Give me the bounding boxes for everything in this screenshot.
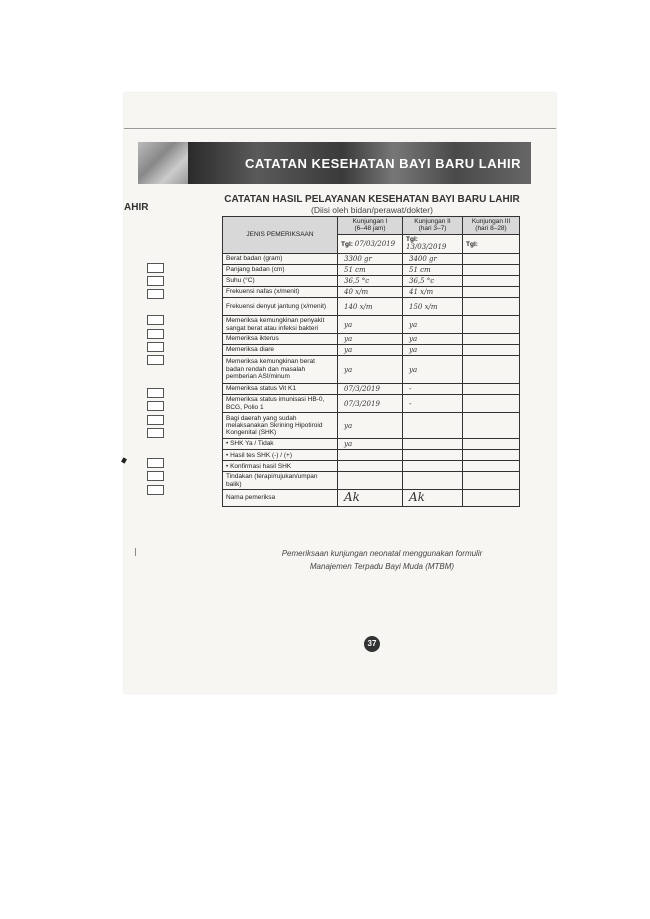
visit-1-value-cell: Ak — [338, 490, 403, 507]
visit-2-value-cell: Ak — [403, 490, 463, 507]
visit-3-value-cell — [463, 345, 520, 356]
visit-2-value-cell: 51 cm — [403, 264, 463, 275]
visit-2-value-cell: 41 x/m — [403, 287, 463, 298]
date-label: Tgl: — [466, 240, 478, 248]
visit-1-header — [338, 217, 403, 235]
table-row — [223, 287, 520, 298]
exam-label-cell: Frekuensi nafas (x/menit) — [223, 287, 338, 298]
visit-1-date — [338, 234, 403, 253]
visit-range: (hari 8–28) — [475, 225, 507, 233]
side-checkbox — [147, 388, 164, 398]
visit-3-value-cell — [463, 287, 520, 298]
page-number: 37 — [364, 636, 380, 652]
visit-2-value-cell: ya — [403, 316, 463, 334]
date-value: 13/03/2019 — [406, 243, 447, 252]
side-checkbox — [147, 315, 164, 325]
visit-3-value-cell — [463, 413, 520, 439]
side-checkbox — [147, 289, 164, 299]
exam-label-cell: Frekuensi denyut jantung (x/menit) — [223, 298, 338, 316]
table-row — [223, 316, 520, 334]
visit-3-value-cell — [463, 275, 520, 286]
footnote — [222, 548, 542, 574]
exam-label-cell: Suhu (°C) — [223, 275, 338, 286]
visit-3-value-cell — [463, 316, 520, 334]
table-row — [223, 490, 520, 507]
exam-label-cell: Memeriksa kemungkinan berat badan rendah dan masalah pemberian ASI/minum — [223, 356, 338, 384]
banner — [188, 142, 531, 184]
visit-2-value-cell: ya — [403, 345, 463, 356]
table-row — [223, 384, 520, 395]
form-heading: CATATAN HASIL PELAYANAN KESEHATAN BAYI BARU LAHIR — [224, 194, 520, 205]
visit-1-value-cell: 3300 gr — [338, 253, 403, 264]
side-checkbox — [147, 415, 164, 425]
date-label: Tgl: — [406, 235, 418, 243]
visit-label: Kunjungan III — [471, 218, 511, 225]
page-top-rule — [124, 128, 556, 129]
visit-2-value-cell — [403, 450, 463, 461]
side-checkbox — [147, 342, 164, 352]
visit-1-value-cell: ya — [338, 439, 403, 450]
exam-label-cell: Berat badan (gram) — [223, 253, 338, 264]
visit-1-value-cell — [338, 461, 403, 472]
visit-3-value-cell — [463, 439, 520, 450]
visit-1-value-cell: ya — [338, 334, 403, 345]
visit-1-value-cell — [338, 450, 403, 461]
visit-label: Kunjungan II — [414, 218, 451, 225]
visit-2-value-cell — [403, 439, 463, 450]
table-row — [223, 298, 520, 316]
table-row — [223, 395, 520, 413]
visit-3-value-cell — [463, 450, 520, 461]
side-checkbox — [147, 355, 164, 365]
side-checkbox — [147, 263, 164, 273]
visit-2-header — [403, 217, 463, 235]
visit-1-value-cell: 40 x/m — [338, 287, 403, 298]
visit-1-value-cell: ya — [338, 345, 403, 356]
side-checkbox — [147, 276, 164, 286]
visit-1-value-cell: ya — [338, 356, 403, 384]
visit-3-value-cell — [463, 461, 520, 472]
side-checkbox — [147, 428, 164, 438]
pen-mark — [135, 548, 136, 556]
table-row — [223, 356, 520, 384]
exam-label-cell: Nama pemeriksa — [223, 490, 338, 507]
table-row — [223, 450, 520, 461]
side-checkbox — [147, 401, 164, 411]
visit-1-value-cell: 51 cm — [338, 264, 403, 275]
visit-1-value-cell: 07/3/2019 — [338, 395, 403, 413]
table-row — [223, 275, 520, 286]
visit-2-value-cell — [403, 413, 463, 439]
banner-photo — [138, 142, 188, 184]
exam-label-cell: Tindakan (terapi/rujukan/umpan balik) — [223, 472, 338, 490]
visit-3-value-cell — [463, 395, 520, 413]
side-checkbox — [147, 458, 164, 468]
table-row — [223, 334, 520, 345]
banner-title: CATATAN KESEHATAN BAYI BARU LAHIR — [244, 156, 521, 171]
exam-label-cell: • Hasil tes SHK (-) / (+) — [223, 450, 338, 461]
visit-3-value-cell — [463, 298, 520, 316]
exam-label-cell: Memeriksa status imunisasi HB-0, BCG, Polio 1 — [223, 395, 338, 413]
visit-1-value-cell: ya — [338, 316, 403, 334]
exam-label-cell: Memeriksa diare — [223, 345, 338, 356]
exam-type-header: JENIS PEMERIKSAAN — [223, 217, 338, 254]
footnote-line: Pemeriksaan kunjungan neonatal menggunakan formulir — [281, 549, 483, 558]
exam-label-cell: Bagi daerah yang sudah melaksanakan Skrining Hipotiroid Kongenital (SHK) — [223, 413, 338, 439]
table-row — [223, 461, 520, 472]
visit-3-value-cell — [463, 490, 520, 507]
visit-1-value-cell: ya — [338, 413, 403, 439]
visit-3-value-cell — [463, 384, 520, 395]
exam-label-cell: Memeriksa kemungkinan penyakit sangat berat atau infeksi bakteri — [223, 316, 338, 334]
side-label: AHIR — [124, 202, 149, 213]
side-checkbox — [147, 471, 164, 481]
visit-1-value-cell: 140 x/m — [338, 298, 403, 316]
examination-table — [222, 216, 520, 507]
visit-1-value-cell: 36,5 °c — [338, 275, 403, 286]
visit-3-value-cell — [463, 253, 520, 264]
visit-2-date — [403, 234, 463, 253]
visit-2-value-cell: - — [403, 384, 463, 395]
table-header-row — [223, 217, 520, 235]
visit-2-value-cell — [403, 461, 463, 472]
date-value: 07/03/2019 — [354, 239, 396, 248]
visit-3-value-cell — [463, 264, 520, 275]
visit-1-value-cell: 07/3/2019 — [338, 384, 403, 395]
visit-3-value-cell — [463, 334, 520, 345]
visit-2-value-cell: ya — [403, 356, 463, 384]
visit-2-value-cell: - — [403, 395, 463, 413]
table-row — [223, 472, 520, 490]
footnote-line: Manajemen Terpadu Bayi Muda (MTBM) — [309, 561, 455, 571]
table-row — [223, 439, 520, 450]
date-label: Tgl: — [341, 240, 353, 248]
exam-label-cell: • Konfirmasi hasil SHK — [223, 461, 338, 472]
side-checkbox — [147, 485, 164, 495]
form-subheading: (Diisi oleh bidan/perawat/dokter) — [311, 205, 433, 215]
side-checkbox — [147, 329, 164, 339]
table-row — [223, 264, 520, 275]
table-row — [223, 253, 520, 264]
visit-1-value-cell — [338, 472, 403, 490]
visit-range: (hari 3–7) — [418, 225, 447, 233]
visit-label: Kunjungan I — [352, 218, 388, 225]
exam-label-cell: Memeriksa status Vit K1 — [223, 384, 338, 395]
table-row — [223, 413, 520, 439]
visit-2-value-cell: 3400 gr — [403, 253, 463, 264]
visit-2-value-cell: 36,5 °c — [403, 275, 463, 286]
exam-label-cell: Memeriksa ikterus — [223, 334, 338, 345]
visit-2-value-cell — [403, 472, 463, 490]
exam-label-cell: • SHK Ya / Tidak — [223, 439, 338, 450]
visit-range: (6–48 jam) — [354, 225, 386, 233]
visit-2-value-cell: 150 x/m — [403, 298, 463, 316]
visit-3-value-cell — [463, 356, 520, 384]
visit-3-date — [463, 234, 520, 253]
table-row — [223, 345, 520, 356]
visit-3-value-cell — [463, 472, 520, 490]
visit-2-value-cell: ya — [403, 334, 463, 345]
exam-label-cell: Panjang badan (cm) — [223, 264, 338, 275]
visit-3-header — [463, 217, 520, 235]
